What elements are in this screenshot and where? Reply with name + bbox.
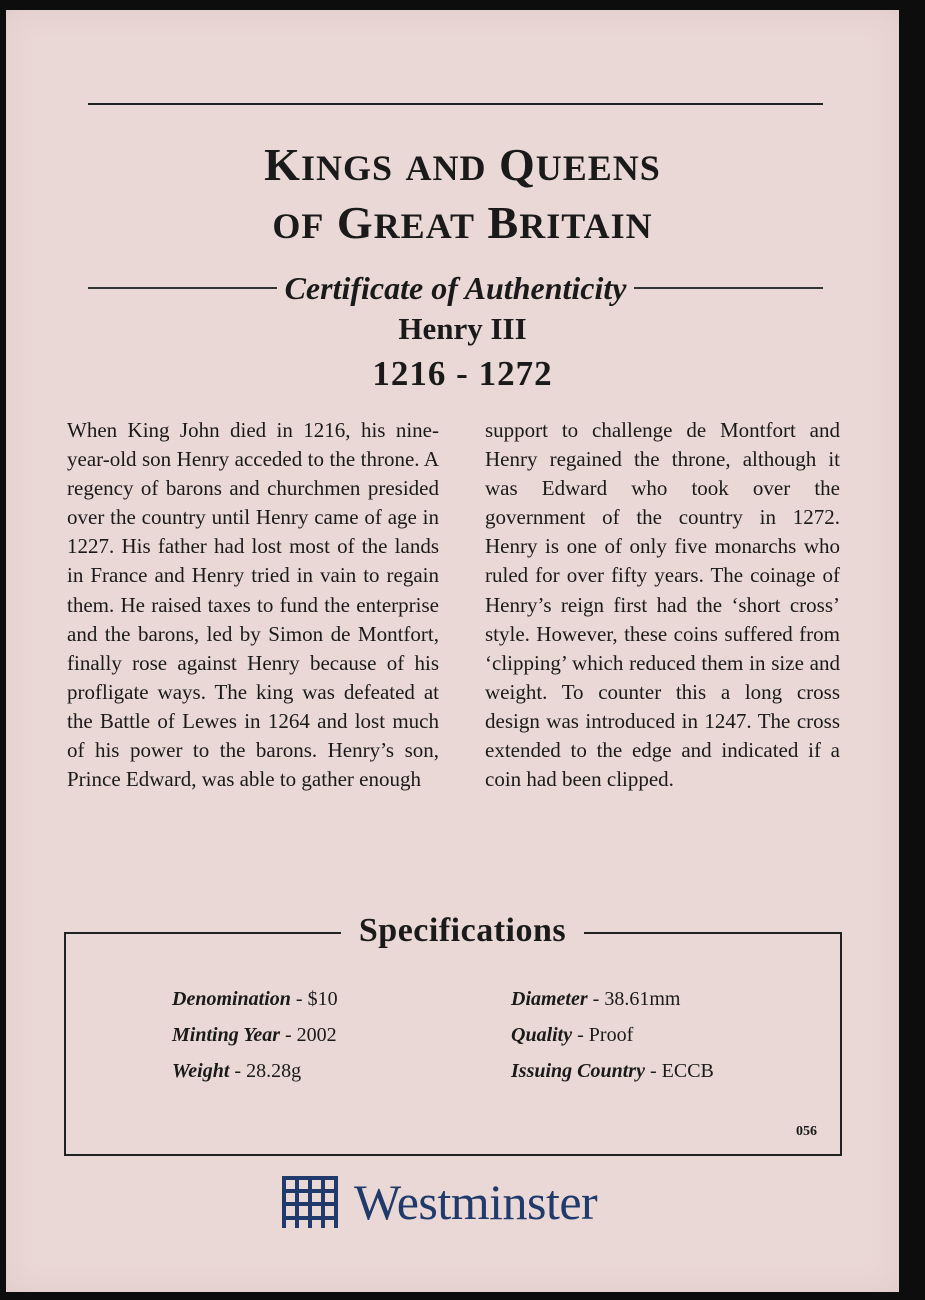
certificate-subtitle-row [88, 268, 823, 308]
monarch-name: Henry III [398, 311, 527, 346]
serial-number: 056 [796, 1124, 817, 1139]
spec-denomination: Denomination - $10 [172, 988, 338, 1010]
history-text-left: When King John died in 1216, his nine-year-old son Henry acceded to the throne. A regency of barons and churchmen presided over the country until Henry came of age in 1227. His father had lost most of the lands in France and Henry tried in vain to regain them. He raised taxes to fund the enterprise and the barons, led by Simon de Montfort, finally rose against Henry because of his profligate ways. The king was defeated at the Battle of Lewes in 1264 and lost much of his power to the barons. Henry’s son, Prince Edward, was able to gather enough [67, 418, 439, 792]
spec-issuing-country: Issuing Country - ECCB [511, 1060, 714, 1082]
subtitle-rule-right [634, 287, 823, 289]
westminster-logo [280, 1172, 597, 1232]
subtitle-rule-left [88, 287, 277, 289]
spec-minting-year: Minting Year - 2002 [172, 1024, 337, 1046]
title-line-1: KINGS AND QUEENS [264, 139, 661, 190]
title-line-2: OF GREAT BRITAIN [272, 197, 653, 248]
spec-weight: Weight - 28.28g [172, 1060, 302, 1082]
specifications-left [172, 981, 338, 1089]
brand-name: Westminster [354, 1174, 598, 1230]
spec-quality: Quality - Proof [511, 1024, 634, 1046]
spec-diameter: Diameter - 38.61mm [511, 988, 681, 1010]
certificate-subtitle: Certificate of Authenticity [284, 269, 627, 306]
specifications-heading: Specifications [0, 912, 925, 950]
history-text-right: support to challenge de Montfort and Henry regained the throne, although it was Edward who took over the government of the country in 1272. Henry is one of only five monarchs who ruled for over fifty years. The coinage of Henry’s reign first had the ‘short cross’ style. However, these coins suffered from ‘clipping’ which reduced them in size and weight. To counter this a long cross design was introduced in 1247. The cross extended to the edge and indicated if a coin had been clipped. [485, 418, 840, 792]
top-rule [88, 103, 823, 105]
portcullis-icon [280, 1174, 340, 1230]
specifications-right [511, 981, 714, 1089]
reign-years: 1216 - 1272 [372, 354, 553, 393]
